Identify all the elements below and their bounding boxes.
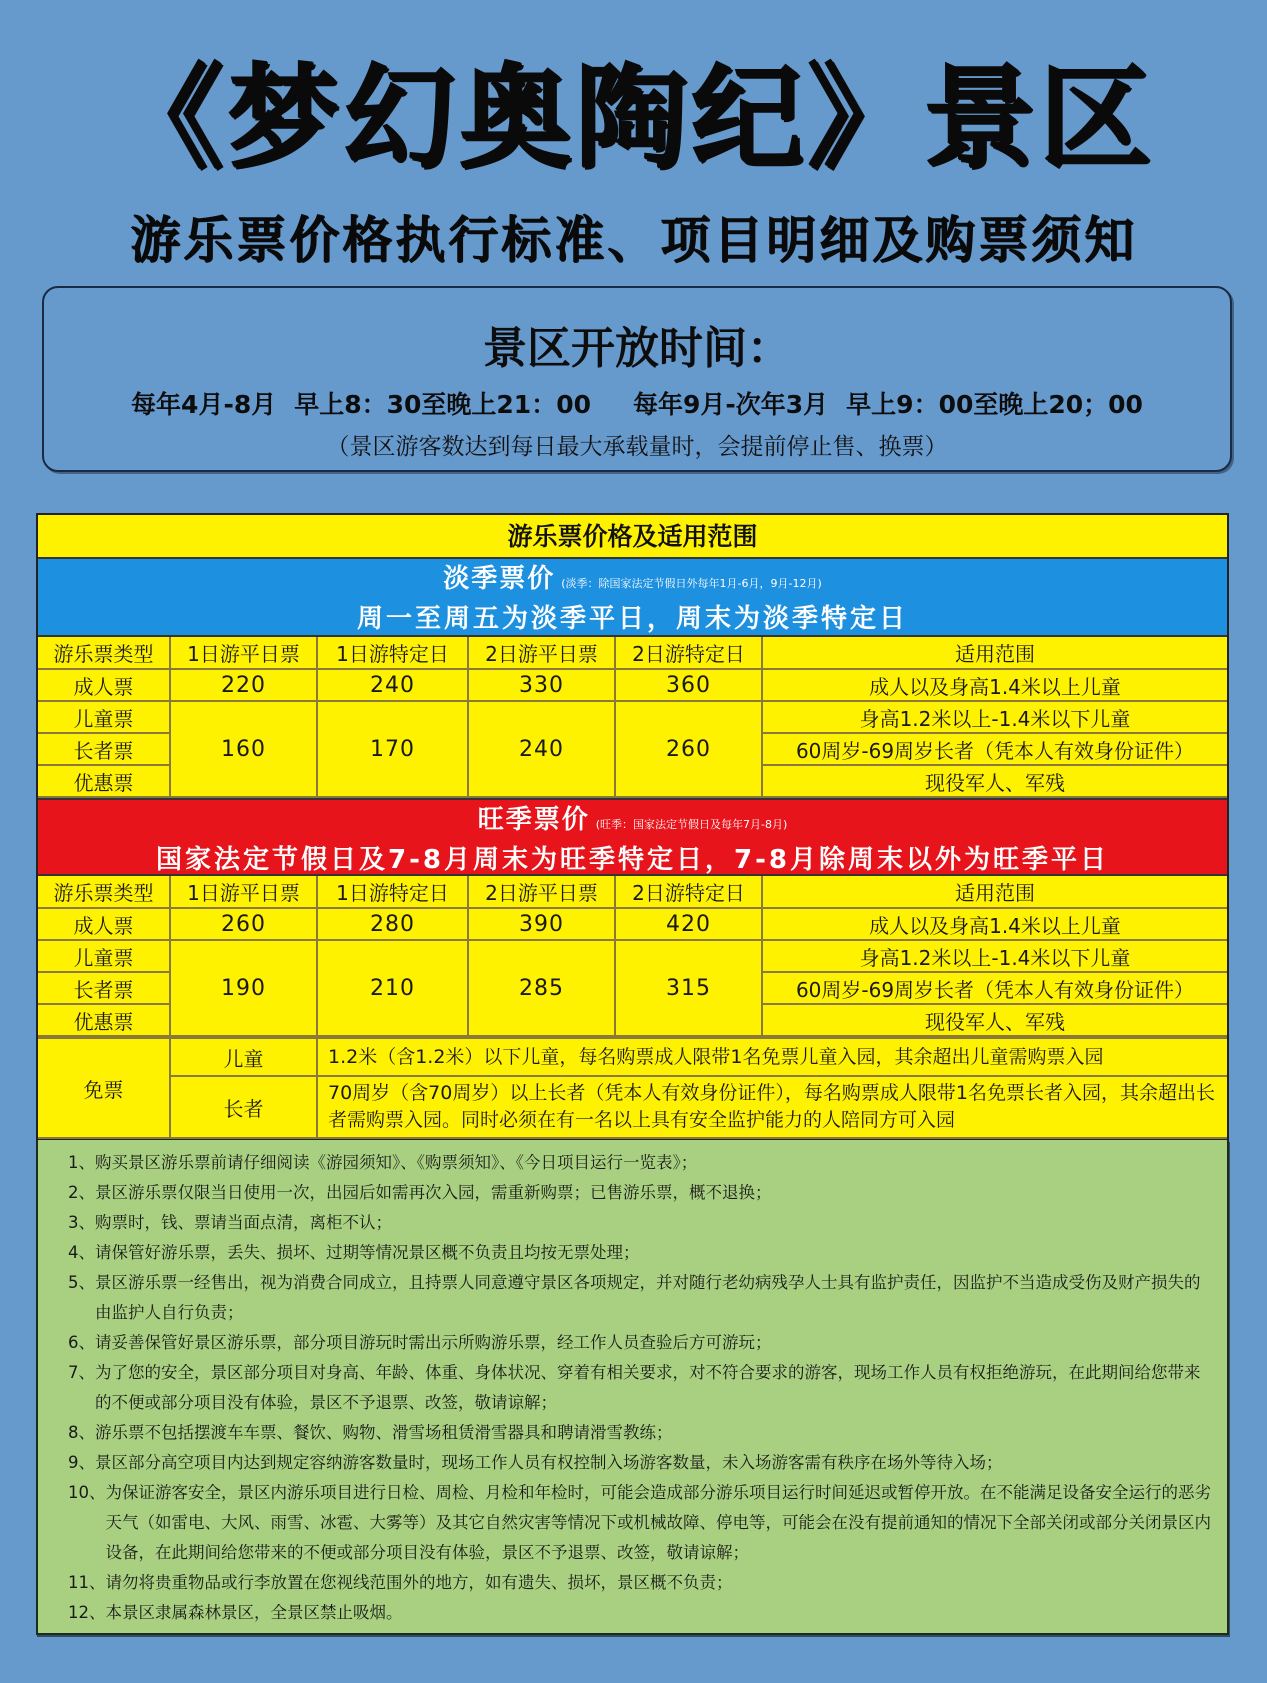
ticket-type: 长者票: [38, 733, 170, 765]
ticket-type: 儿童票: [38, 701, 170, 733]
peak-season-name: 旺季票价: [477, 805, 590, 835]
scope-cell: 现役军人、军残: [762, 765, 1227, 797]
free-elder-row: [38, 1076, 1227, 1138]
price-cell: 280: [317, 908, 468, 940]
note-item: 9、 景区部分高空项目内达到规定容纳游客数量时，现场工作人员有权控制入场游客数量，未入场游客需有秩序在场外等待入场；: [68, 1453, 1003, 1472]
table-row: [38, 701, 1227, 733]
price-cell: 260: [615, 701, 762, 797]
ticket-type: 儿童票: [38, 940, 170, 972]
off-season-note: (淡季：除国家法定节假日外每年1月-6月，9月-12月): [561, 577, 822, 590]
price-cell: 360: [615, 669, 762, 701]
table-header-row: [38, 876, 1227, 908]
col-header: 1日游平日票: [170, 876, 317, 908]
price-cell: 390: [468, 908, 615, 940]
col-header: 1日游特定日: [317, 876, 468, 908]
scope-cell: 成人以及身高1.4米以上儿童: [762, 908, 1227, 940]
col-header: 2日游平日票: [468, 876, 615, 908]
note-item: 4、 请保管好游乐票，丢失、损坏、过期等情况景区概不负责且均按无票处理；: [68, 1243, 640, 1262]
peak-season-table: [38, 876, 1227, 1037]
price-cell: 285: [468, 940, 615, 1036]
peak-season-note: (旺季：国家法定节假日及每年7月-8月): [595, 818, 788, 831]
off-season-name: 淡季票价: [443, 564, 556, 594]
col-header: 1日游平日票: [170, 637, 317, 669]
col-header: 游乐票类型: [38, 637, 170, 669]
price-cell: 240: [468, 701, 615, 797]
free-ticket-label: 免票: [38, 1038, 170, 1138]
note-item: 11、 请勿将贵重物品或行李放置在您视线范围外的地方，如有遗失、损坏，景区概不负责；: [68, 1573, 733, 1592]
opening-hours-line: [44, 385, 1230, 421]
col-header: 2日游特定日: [615, 876, 762, 908]
ticket-type: 长者票: [38, 972, 170, 1004]
page-title: 《梦幻奥陶纪》景区: [111, 54, 1156, 184]
price-cell: 190: [170, 940, 317, 1036]
off-season-banner: [38, 559, 1227, 637]
note-item: 6、 请妥善保管好景区游乐票，部分项目游玩时需出示所购游乐票，经工作人员查验后方可游玩；: [68, 1333, 772, 1352]
price-cell: 160: [170, 701, 317, 797]
opening-hours-title: 景区开放时间：: [483, 323, 791, 374]
note-item: 10、 为保证游客安全，景区内游乐项目进行日检、周检、月检和年检时，可能会造成部分游乐项目运行时间延迟或暂停开放。在不能满足设备安全运行的恶劣天气（如雷电、大风、雨雪、冰雹、大雾等）及其它自然灾害等情况下或机械故障、停电等，可能会在没有提前通知的情况下全部关闭或部分关闭景区内设备，在此期间给您带来的不便或部分项目没有体验，景区不予退票、改签，敬请谅解；: [68, 1483, 1211, 1562]
note-item: 1、 购买景区游乐票前请仔细阅读《游园须知》、《购票须知》、《今日项目运行一览表》；: [68, 1153, 698, 1172]
price-cell: 210: [317, 940, 468, 1036]
purchase-notes: [36, 1140, 1229, 1635]
note-item: 7、 为了您的安全，景区部分项目对身高、年龄、体重、身体状况、穿着有相关要求，对不符合要求的游客，现场工作人员有权拒绝游玩，在此期间给您带来的不便或部分项目没有体验，景区不予退票、改签，敬请谅解；: [68, 1363, 1201, 1412]
ticket-type: 成人票: [38, 908, 170, 940]
table-row: [38, 908, 1227, 940]
peak-season-rule: 国家法定节假日及7-8月周末为旺季特定日，7-8月除周末以外为旺季平日: [156, 845, 1109, 875]
free-elder-desc: 70周岁（含70周岁）以上长者（凭本人有效身份证件），每名购票成人限带1名免票长者入园，其余超出长者需购票入园。同时必须在有一名以上具有安全监护能力的人陪同方可入园: [317, 1076, 1227, 1138]
price-cell: 315: [615, 940, 762, 1036]
free-child-label: 儿童: [170, 1038, 317, 1076]
scope-cell: 身高1.2米以上-1.4米以下儿童: [762, 701, 1227, 733]
scope-cell: 身高1.2米以上-1.4米以下儿童: [762, 940, 1227, 972]
price-cell: 260: [170, 908, 317, 940]
col-header: 2日游特定日: [615, 637, 762, 669]
price-cell: 330: [468, 669, 615, 701]
price-cell: 240: [317, 669, 468, 701]
price-cell: 220: [170, 669, 317, 701]
period2-months: 每年9月-次年3月: [633, 390, 829, 419]
price-cell: 170: [317, 701, 468, 797]
ticket-type: 优惠票: [38, 765, 170, 797]
free-elder-label: 长者: [170, 1076, 317, 1138]
opening-hours-box: [42, 286, 1232, 472]
opening-hours-note: （景区游客数达到每日最大承载量时，会提前停止售、换票）: [326, 434, 948, 460]
col-header: 2日游平日票: [468, 637, 615, 669]
scope-cell: 现役军人、军残: [762, 1004, 1227, 1036]
table-header-row: [38, 637, 1227, 669]
period1-months: 每年4月-8月: [131, 390, 277, 419]
off-season-rule: 周一至周五为淡季平日，周末为淡季特定日: [356, 604, 908, 634]
ticket-type: 成人票: [38, 669, 170, 701]
note-item: 5、 景区游乐票一经售出，视为消费合同成立，且持票人同意遵守景区各项规定，并对随行老幼病残孕人士具有监护责任，因监护不当造成受伤及财产损失的由监护人自行负责；: [68, 1273, 1201, 1322]
table-row: [38, 669, 1227, 701]
scope-cell: 成人以及身高1.4米以上儿童: [762, 669, 1227, 701]
scope-cell: 60周岁-69周岁长者（凭本人有效身份证件）: [762, 733, 1227, 765]
note-item: 12、 本景区隶属森林景区，全景区禁止吸烟。: [68, 1603, 403, 1622]
col-header: 适用范围: [762, 876, 1227, 908]
off-season-table: [38, 637, 1227, 798]
free-child-row: [38, 1038, 1227, 1076]
note-item: 2、 景区游乐票仅限当日使用一次，出园后如需再次入园，需重新购票；已售游乐票，概不退换；: [68, 1183, 772, 1202]
col-header: 1日游特定日: [317, 637, 468, 669]
col-header: 适用范围: [762, 637, 1227, 669]
price-cell: 420: [615, 908, 762, 940]
period1-time: 早上8：30至晚上21：00: [294, 390, 591, 419]
note-item: 8、 游乐票不包括摆渡车车票、餐饮、购物、滑雪场租赁滑雪器具和聘请滑雪教练；: [68, 1423, 673, 1442]
table-row: [38, 940, 1227, 972]
free-child-desc: 1.2米（含1.2米）以下儿童，每名购票成人限带1名免票儿童入园，其余超出儿童需购票入园: [317, 1038, 1227, 1076]
period2-time: 早上9：00至晚上20；00: [846, 390, 1143, 419]
price-panel-title: 游乐票价格及适用范围: [38, 515, 1227, 559]
scope-cell: 60周岁-69周岁长者（凭本人有效身份证件）: [762, 972, 1227, 1004]
price-panel: [36, 513, 1229, 1141]
page-subtitle: 游乐票价格执行标准、项目明细及购票须知: [130, 211, 1137, 269]
note-item: 3、 购票时，钱、票请当面点清，离柜不认；: [68, 1213, 392, 1232]
col-header: 游乐票类型: [38, 876, 170, 908]
peak-season-banner: [38, 798, 1227, 876]
free-ticket-table: [38, 1037, 1227, 1139]
ticket-type: 优惠票: [38, 1004, 170, 1036]
